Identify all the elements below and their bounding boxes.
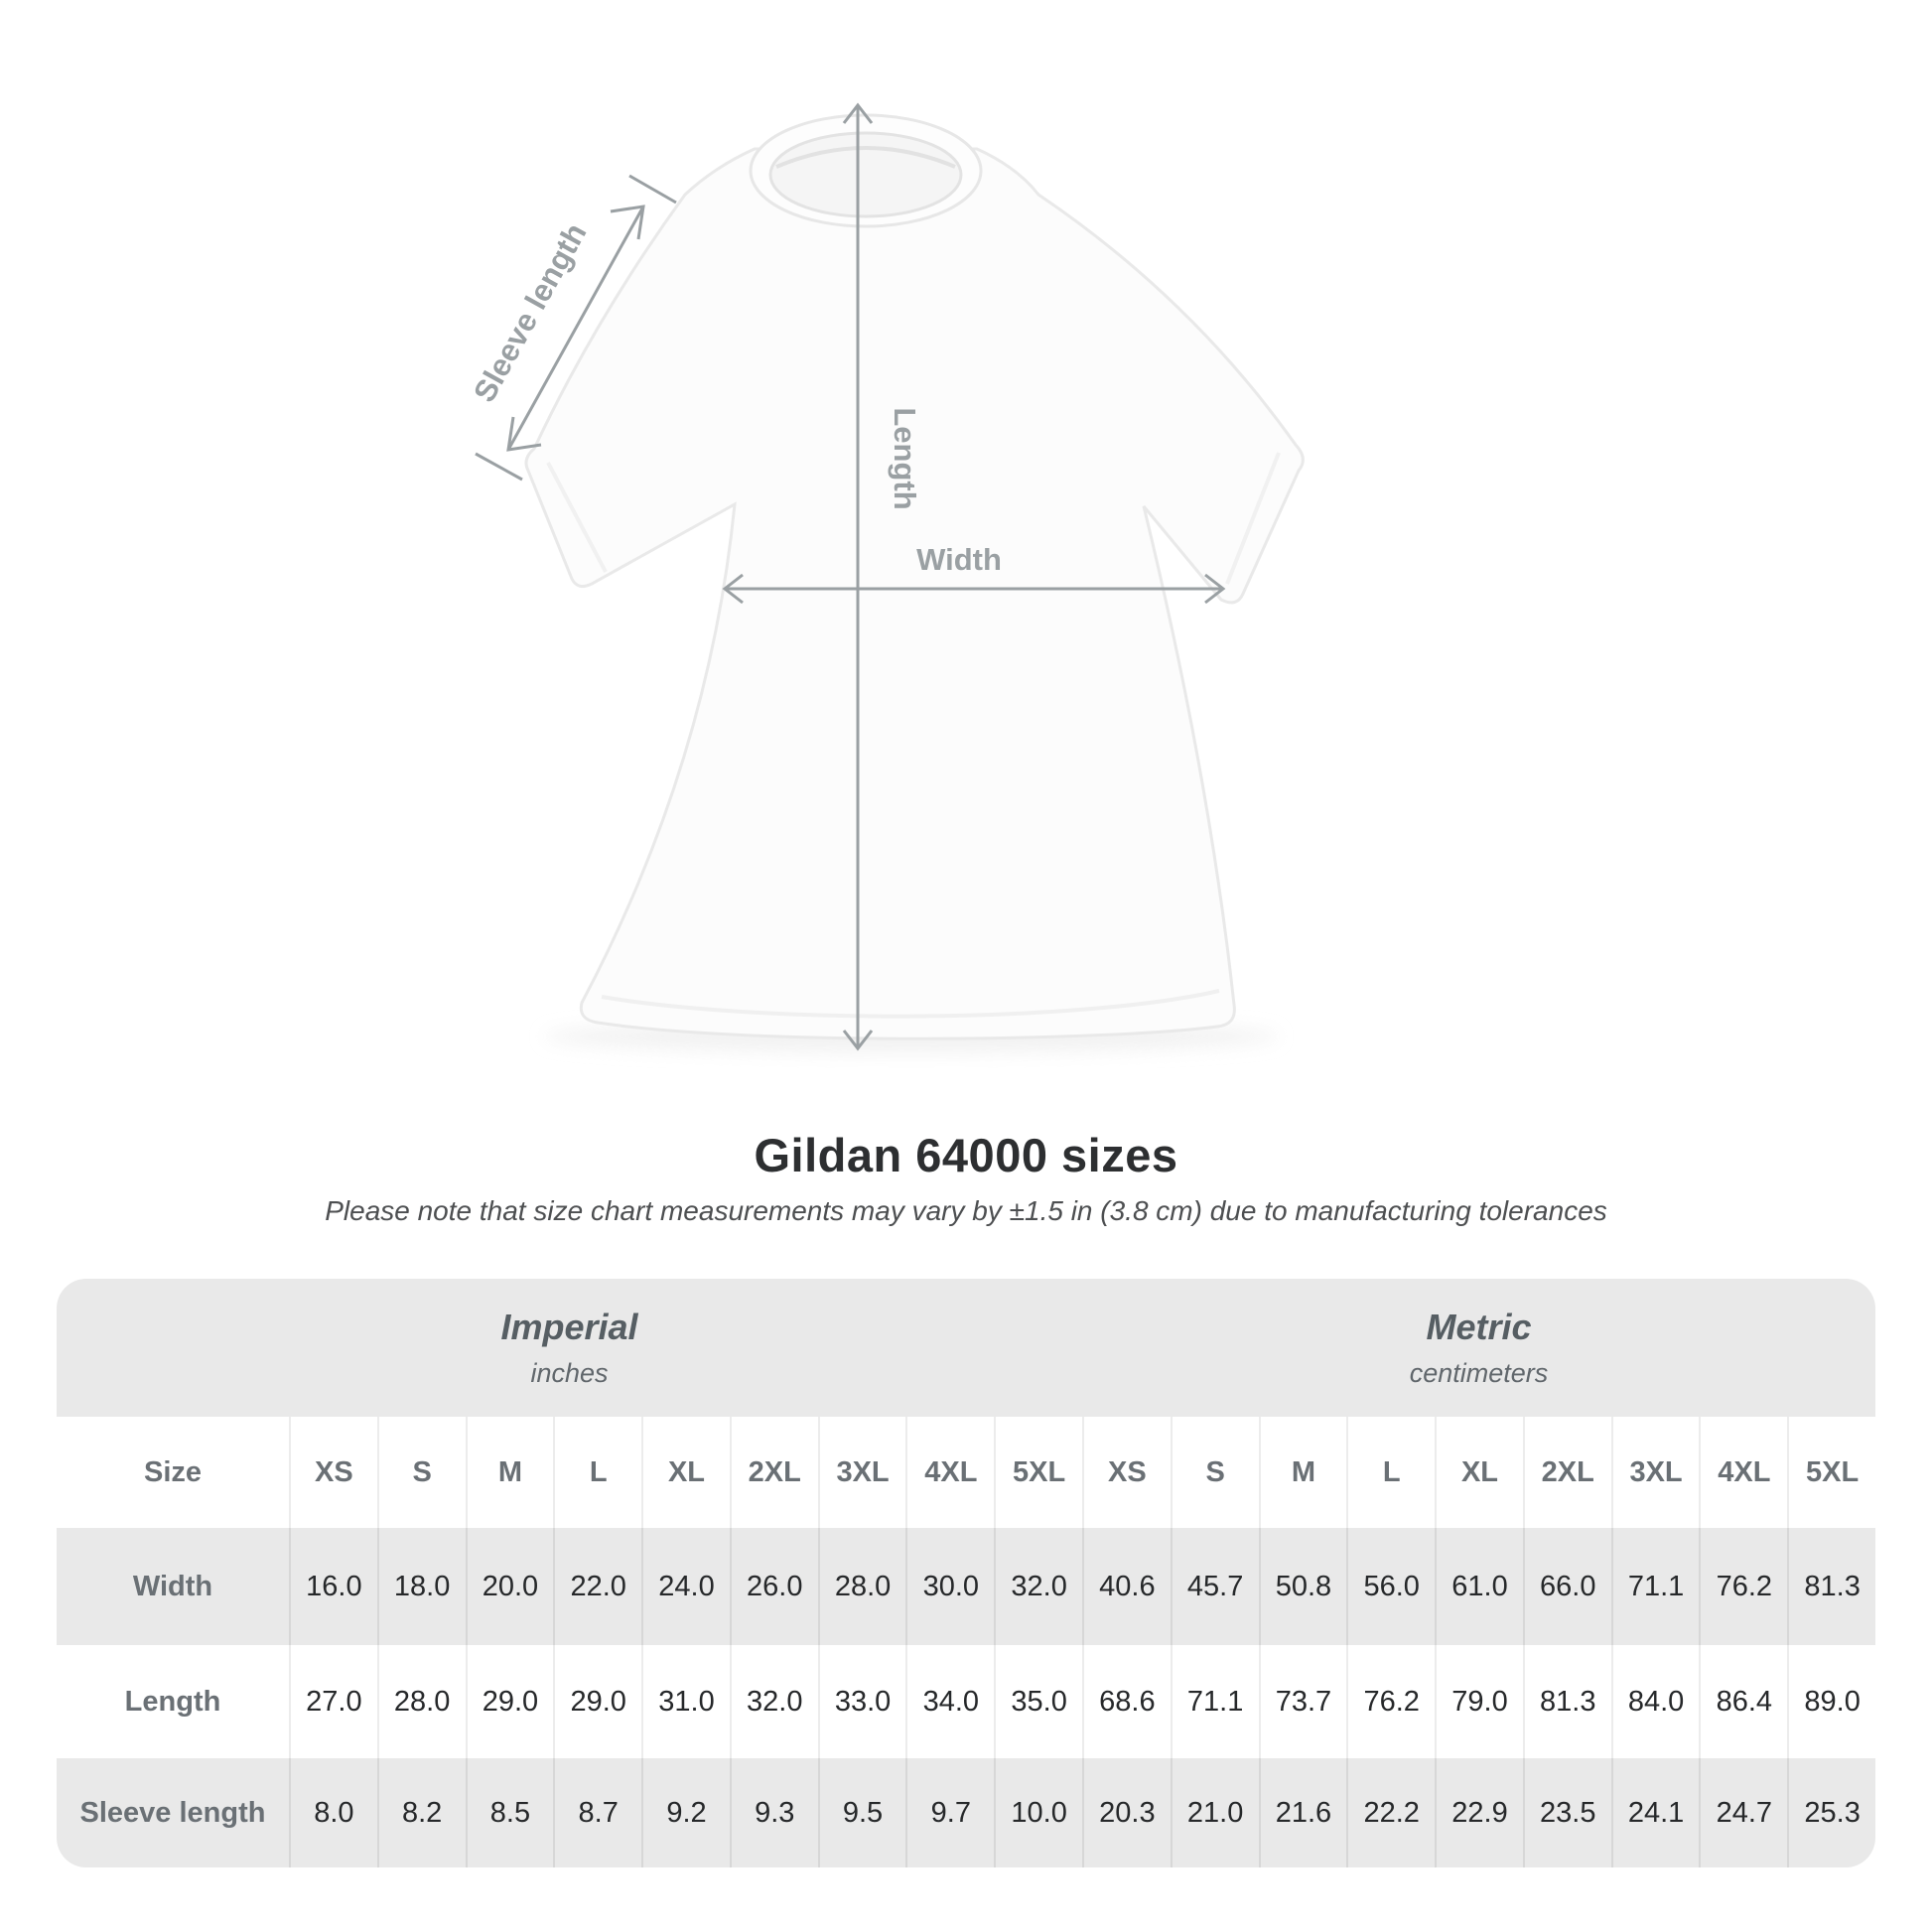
value-cell: 24.7 bbox=[1699, 1758, 1787, 1867]
size-header: 2XL bbox=[730, 1417, 818, 1528]
value-cell: 24.0 bbox=[641, 1528, 730, 1645]
table-row-sleeve-length bbox=[57, 1758, 1875, 1867]
value-cell: 40.6 bbox=[1082, 1528, 1171, 1645]
size-header: M bbox=[1259, 1417, 1347, 1528]
imperial-title: Imperial bbox=[500, 1307, 638, 1347]
value-cell: 23.5 bbox=[1523, 1758, 1611, 1867]
value-cell: 21.6 bbox=[1259, 1758, 1347, 1867]
value-cell: 35.0 bbox=[994, 1645, 1082, 1758]
value-cell: 32.0 bbox=[994, 1528, 1082, 1645]
size-header: XS bbox=[1082, 1417, 1171, 1528]
collar-opening bbox=[770, 133, 961, 216]
value-cell: 25.3 bbox=[1787, 1758, 1875, 1867]
value-cell: 9.2 bbox=[641, 1758, 730, 1867]
value-cell: 79.0 bbox=[1435, 1645, 1523, 1758]
value-cell: 28.0 bbox=[377, 1645, 466, 1758]
size-header: 3XL bbox=[1611, 1417, 1700, 1528]
size-header: 5XL bbox=[994, 1417, 1082, 1528]
value-cell: 16.0 bbox=[289, 1528, 377, 1645]
value-cell: 26.0 bbox=[730, 1528, 818, 1645]
value-cell: 8.7 bbox=[553, 1758, 641, 1867]
value-cell: 56.0 bbox=[1346, 1528, 1435, 1645]
value-cell: 81.3 bbox=[1787, 1528, 1875, 1645]
value-cell: 8.0 bbox=[289, 1758, 377, 1867]
size-header: L bbox=[1346, 1417, 1435, 1528]
unit-header-metric bbox=[1082, 1279, 1875, 1417]
value-cell: 22.2 bbox=[1346, 1758, 1435, 1867]
size-header: XL bbox=[1435, 1417, 1523, 1528]
value-cell: 22.9 bbox=[1435, 1758, 1523, 1867]
width-label: Width bbox=[916, 542, 1002, 577]
metric-title: Metric bbox=[1426, 1307, 1532, 1347]
size-header: S bbox=[1171, 1417, 1259, 1528]
value-cell: 50.8 bbox=[1259, 1528, 1347, 1645]
unit-header-band bbox=[57, 1279, 1875, 1417]
value-cell: 29.0 bbox=[466, 1645, 554, 1758]
value-cell: 9.3 bbox=[730, 1758, 818, 1867]
value-cell: 21.0 bbox=[1171, 1758, 1259, 1867]
value-cell: 18.0 bbox=[377, 1528, 466, 1645]
metric-unit: centimeters bbox=[1409, 1358, 1549, 1388]
value-cell: 24.1 bbox=[1611, 1758, 1700, 1867]
value-cell: 31.0 bbox=[641, 1645, 730, 1758]
value-cell: 30.0 bbox=[905, 1528, 994, 1645]
row-label: Sleeve length bbox=[79, 1796, 266, 1829]
value-cell: 20.3 bbox=[1082, 1758, 1171, 1867]
value-cell: 73.7 bbox=[1259, 1645, 1347, 1758]
value-cell: 89.0 bbox=[1787, 1645, 1875, 1758]
value-cell: 84.0 bbox=[1611, 1645, 1700, 1758]
value-cell: 71.1 bbox=[1611, 1528, 1700, 1645]
value-cell: 81.3 bbox=[1523, 1645, 1611, 1758]
value-cell: 66.0 bbox=[1523, 1528, 1611, 1645]
value-cell: 45.7 bbox=[1171, 1528, 1259, 1645]
table-row-width bbox=[57, 1528, 1875, 1645]
size-header: 4XL bbox=[905, 1417, 994, 1528]
size-header: XS bbox=[289, 1417, 377, 1528]
value-cell: 61.0 bbox=[1435, 1528, 1523, 1645]
value-cell: 10.0 bbox=[994, 1758, 1082, 1867]
value-cell: 8.2 bbox=[377, 1758, 466, 1867]
value-cell: 27.0 bbox=[289, 1645, 377, 1758]
value-cell: 28.0 bbox=[818, 1528, 906, 1645]
value-cell: 68.6 bbox=[1082, 1645, 1171, 1758]
value-cell: 86.4 bbox=[1699, 1645, 1787, 1758]
size-column-header: Size bbox=[143, 1455, 203, 1488]
value-cell: 32.0 bbox=[730, 1645, 818, 1758]
value-cell: 8.5 bbox=[466, 1758, 554, 1867]
page-subtitle: Please note that size chart measurements may vary by ±1.5 in (3.8 cm) due to manufacturing tolerances bbox=[325, 1195, 1607, 1226]
page-title: Gildan 64000 sizes bbox=[754, 1129, 1178, 1181]
value-cell: 76.2 bbox=[1699, 1528, 1787, 1645]
size-header: XL bbox=[641, 1417, 730, 1528]
size-header: 4XL bbox=[1699, 1417, 1787, 1528]
value-cell: 34.0 bbox=[905, 1645, 994, 1758]
size-header-row bbox=[57, 1417, 1875, 1528]
size-header: 2XL bbox=[1523, 1417, 1611, 1528]
tshirt-silhouette bbox=[526, 149, 1303, 1038]
value-cell: 20.0 bbox=[466, 1528, 554, 1645]
size-header: M bbox=[466, 1417, 554, 1528]
size-header: 3XL bbox=[818, 1417, 906, 1528]
size-header: L bbox=[553, 1417, 641, 1528]
size-header: 5XL bbox=[1787, 1417, 1875, 1528]
value-cell: 29.0 bbox=[553, 1645, 641, 1758]
size-table bbox=[57, 1279, 1875, 1867]
value-cell: 9.5 bbox=[818, 1758, 906, 1867]
value-cell: 33.0 bbox=[818, 1645, 906, 1758]
length-label: Length bbox=[888, 407, 922, 510]
value-cell: 9.7 bbox=[905, 1758, 994, 1867]
row-label: Width bbox=[132, 1570, 213, 1602]
value-cell: 22.0 bbox=[553, 1528, 641, 1645]
row-label: Length bbox=[124, 1685, 221, 1718]
value-cell: 71.1 bbox=[1171, 1645, 1259, 1758]
table-row-length bbox=[57, 1645, 1875, 1758]
imperial-unit: inches bbox=[530, 1358, 609, 1388]
unit-header-imperial bbox=[57, 1279, 1082, 1417]
sleeve-length-label: Sleeve length bbox=[467, 217, 594, 408]
value-cell: 76.2 bbox=[1346, 1645, 1435, 1758]
size-header: S bbox=[377, 1417, 466, 1528]
